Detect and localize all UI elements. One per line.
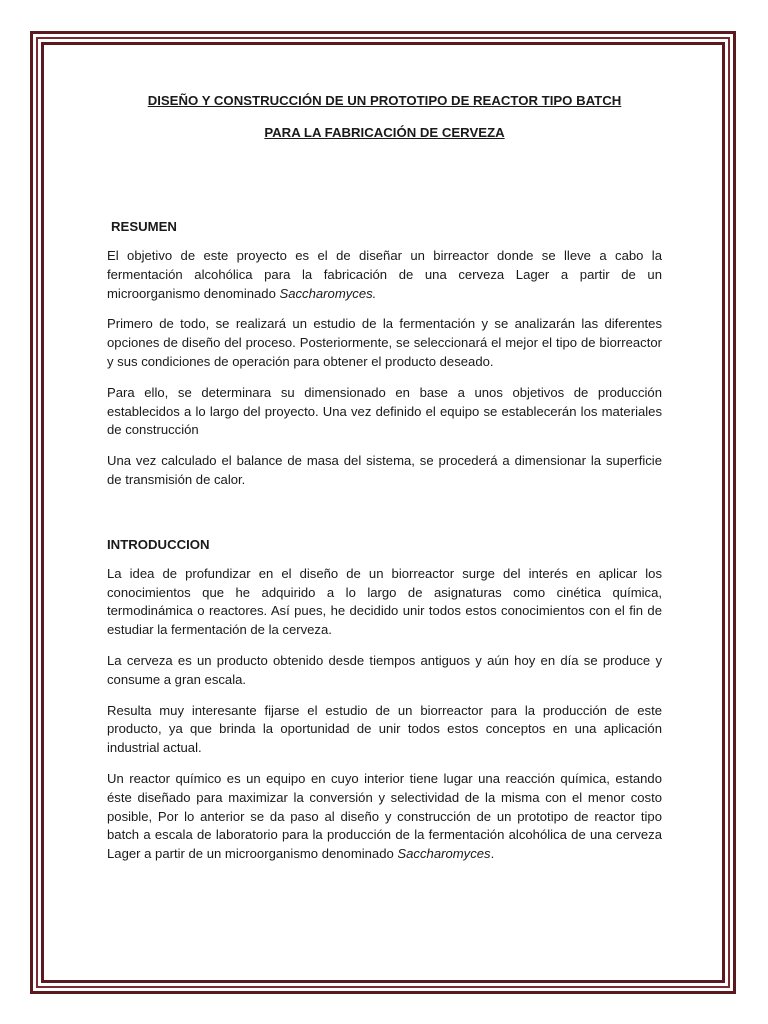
resumen-paragraph-1 — [107, 247, 662, 303]
document-title-line2: PARA LA FABRICACIÓN DE CERVEZA — [264, 125, 505, 140]
resumen-section — [107, 247, 662, 490]
resumen-paragraph-1-italic: Saccharomyces. — [279, 285, 377, 301]
resumen-paragraph-3: Para ello, se determinara su dimensionado en base a unos objetivos de producción establecidos a lo largo del proyecto. Una vez definido el equipo se establecerán los materiales de construcción — [107, 384, 662, 438]
introduccion-paragraph-2: La cerveza es un producto obtenido desde tiempos antiguos y aún hoy en día se produce y consume a gran escala. — [107, 652, 662, 687]
resumen-paragraph-4: Una vez calculado el balance de masa del sistema, se procederá a dimensionar la superficie de transmisión de calor. — [107, 453, 662, 487]
resumen-paragraph-2: Primero de todo, se realizará un estudio de la fermentación y se analizarán las diferentes opciones de diseño del proceso. Posteriormente, se seleccionará el mejor el tipo de biorreactor y sus condiciones de operación para obtener el producto deseado. — [107, 316, 662, 369]
document-body — [107, 92, 662, 864]
introduccion-paragraph-3: Resulta muy interesante fijarse el estudio de un biorreactor para la producción de este producto, ya que brinda la oportunidad de unir todos estos conceptos en una aplicación industrial actual. — [107, 702, 662, 756]
resumen-paragraph-1-text: El objetivo de este proyecto es el de diseñar un birreactor donde se lleve a cabo la fermentación alcohólica para la fabricación de una cerveza Lager a partir de un microorganismo denominado — [107, 248, 662, 301]
introduccion-section — [107, 565, 662, 864]
introduccion-heading: INTRODUCCION — [107, 536, 210, 552]
introduccion-paragraph-4-italic: Saccharomyces — [397, 846, 491, 862]
document-title-line1: DISEÑO Y CONSTRUCCIÓN DE UN PROTOTIPO DE REACTOR TIPO BATCH — [147, 93, 622, 108]
resumen-heading: RESUMEN — [111, 219, 177, 234]
introduccion-paragraph-4-end: . — [490, 846, 495, 862]
introduccion-paragraph-1: La idea de profundizar en el diseño de un biorreactor surge del interés en aplicar los conocimientos que he adquirido a lo largo de asignaturas como cinética química, termodinámica o reactores. Así pues, he decidido unir todos estos conocimientos con el fin de estudiar la fermentación de la cerveza. — [107, 565, 662, 638]
introduccion-paragraph-4 — [107, 770, 662, 864]
introduccion-paragraph-4-text: Un reactor químico es un equipo en cuyo interior tiene lugar una reacción química, estando éste diseñado para maximizar la conversión y selectividad de la misma con el menor costo posible, Por lo anterior se da paso al diseño y construcción de un prototipo de reactor tipo batch a escala de laboratorio para la producción de la fermentación alcohólica de una cerveza Lager a partir de un microorganismo denominado — [107, 770, 662, 862]
